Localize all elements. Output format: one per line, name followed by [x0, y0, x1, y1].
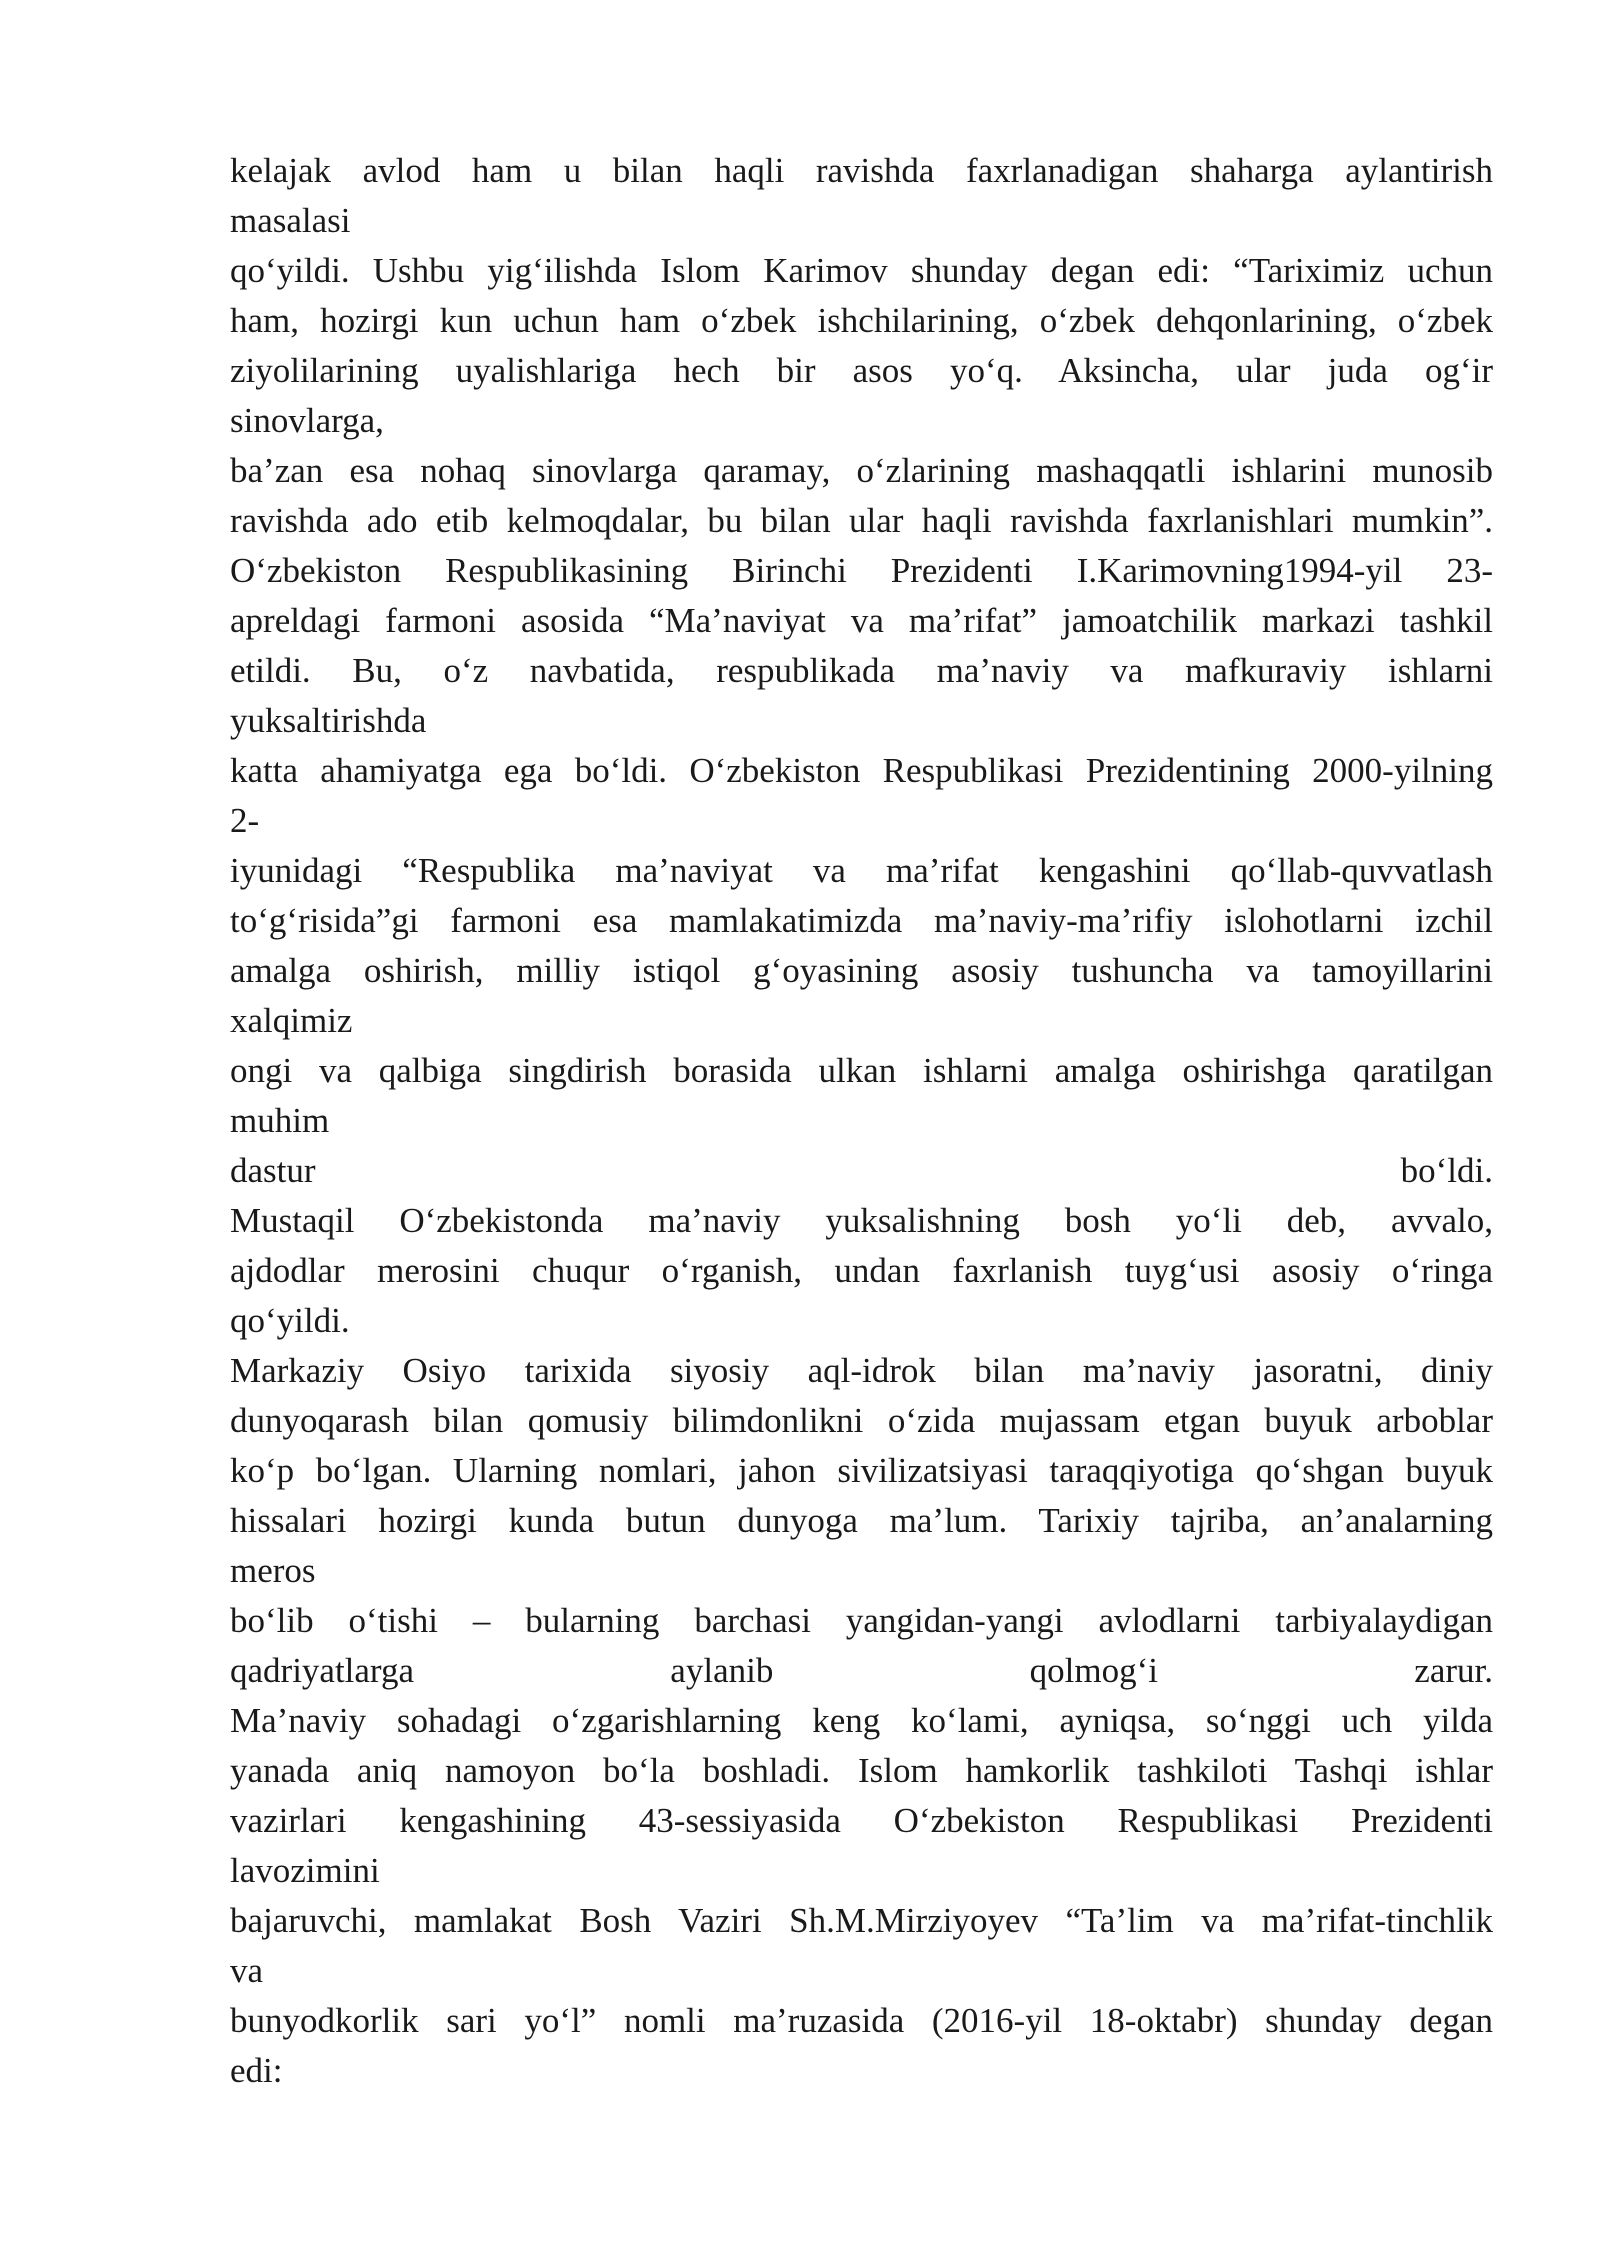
text-line: vazirlari kengashining 43-sessiyasida O‘zbekiston Respublikasi Prezidenti — [230, 1801, 1493, 1840]
text-line: dunyoqarash bilan qomusiy bilimdonlikni o‘zida mujassam etgan buyuk arboblar — [230, 1401, 1493, 1440]
text-line: Markaziy Osiyo tarixida siyosiy aql-idrok bilan ma’naviy jasoratni, diniy — [230, 1351, 1493, 1390]
text-line: katta ahamiyatga ega bo‘ldi. O‘zbekiston Respublikasi Prezidentining 2000-yilning — [230, 751, 1493, 790]
text-line: xalqimiz — [230, 1001, 353, 1040]
text-line: amalga oshirish, milliy istiqol g‘oyasining asosiy tushuncha va tamoyillarini — [230, 951, 1493, 990]
text-line: Mustaqil O‘zbekistonda ma’naviy yuksalishning bosh yo‘li deb, avvalo, — [230, 1201, 1493, 1240]
text-line: ham, hozirgi kun uchun ham o‘zbek ishchilarining, o‘zbek dehqonlarining, o‘zbek — [230, 301, 1493, 340]
text-line: ko‘p bo‘lgan. Ularning nomlari, jahon sivilizatsiyasi taraqqiyotiga qo‘shgan buyuk — [230, 1451, 1493, 1490]
text-line: meros — [230, 1551, 316, 1590]
text-line: lavozimini — [230, 1851, 380, 1890]
text-line: bunyodkorlik sari yo‘l” nomli ma’ruzasida (2016-yil 18-oktabr) shunday degan — [230, 2001, 1493, 2040]
text-line: qadriyatlarga aylanib qolmog‘i zarur. — [230, 1651, 1493, 1690]
text-line: ajdodlar merosini chuqur o‘rganish, undan faxrlanish tuyg‘usi asosiy o‘ringa — [230, 1251, 1493, 1290]
text-line: bo‘lib o‘tishi – bularning barchasi yangidan-yangi avlodlarni tarbiyalaydigan — [230, 1601, 1493, 1640]
text-line: dastur bo‘ldi. — [230, 1151, 1493, 1190]
text-line: yuksaltirishda — [230, 701, 427, 740]
text-line: ziyolilarining uyalishlariga hech bir asos yo‘q. Aksincha, ular juda og‘ir — [230, 351, 1493, 390]
text-line: ravishda ado etib kelmoqdalar, bu bilan ular haqli ravishda faxrlanishlari mumkin”. — [230, 501, 1493, 540]
text-line: va — [230, 1951, 264, 1990]
text-line: apreldagi farmoni asosida “Ma’naviyat va ma’rifat” jamoatchilik markazi tashkil — [230, 601, 1493, 640]
text-line: etildi. Bu, o‘z navbatida, respublikada ma’naviy va mafkuraviy ishlarni — [230, 651, 1493, 690]
text-line: muhim — [230, 1101, 330, 1140]
text-line: ongi va qalbiga singdirish borasida ulkan ishlarni amalga oshirishga qaratilgan — [230, 1051, 1493, 1090]
text-line: qo‘yildi. Ushbu yig‘ilishda Islom Karimov shunday degan edi: “Tariximiz uchun — [230, 251, 1493, 290]
text-line: Ma’naviy sohadagi o‘zgarishlarning keng ko‘lami, ayniqsa, so‘nggi uch yilda — [230, 1701, 1493, 1740]
text-line: to‘g‘risida”gi farmoni esa mamlakatimizda ma’naviy-ma’rifiy islohotlarni izchil — [230, 901, 1493, 940]
text-line: ba’zan esa nohaq sinovlarga qaramay, o‘zlarining mashaqqatli ishlarini munosib — [230, 451, 1493, 490]
text-line: iyunidagi “Respublika ma’naviyat va ma’rifat kengashini qo‘llab-quvvatlash — [230, 851, 1493, 890]
text-line: qo‘yildi. — [230, 1301, 350, 1340]
text-line: masalasi — [230, 201, 351, 240]
text-line: O‘zbekiston Respublikasining Birinchi Prezidenti I.Karimovning1994-yil 23- — [230, 551, 1493, 590]
text-line: sinovlarga, — [230, 401, 384, 440]
text-line: hissalari hozirgi kunda butun dunyoga ma’lum. Tarixiy tajriba, an’analarning — [230, 1501, 1493, 1540]
text-line: yanada aniq namoyon bo‘la boshladi. Islom hamkorlik tashkiloti Tashqi ishlar — [230, 1751, 1493, 1790]
document-body — [230, 146, 1493, 2096]
text-line: edi: — [230, 2051, 283, 2090]
text-line: kelajak avlod ham u bilan haqli ravishda faxrlanadigan shaharga aylantirish — [230, 151, 1493, 190]
text-line: bajaruvchi, mamlakat Bosh Vaziri Sh.M.Mirziyoyev “Ta’lim va ma’rifat-tinchlik — [230, 1901, 1493, 1940]
text-line: 2- — [230, 801, 260, 840]
